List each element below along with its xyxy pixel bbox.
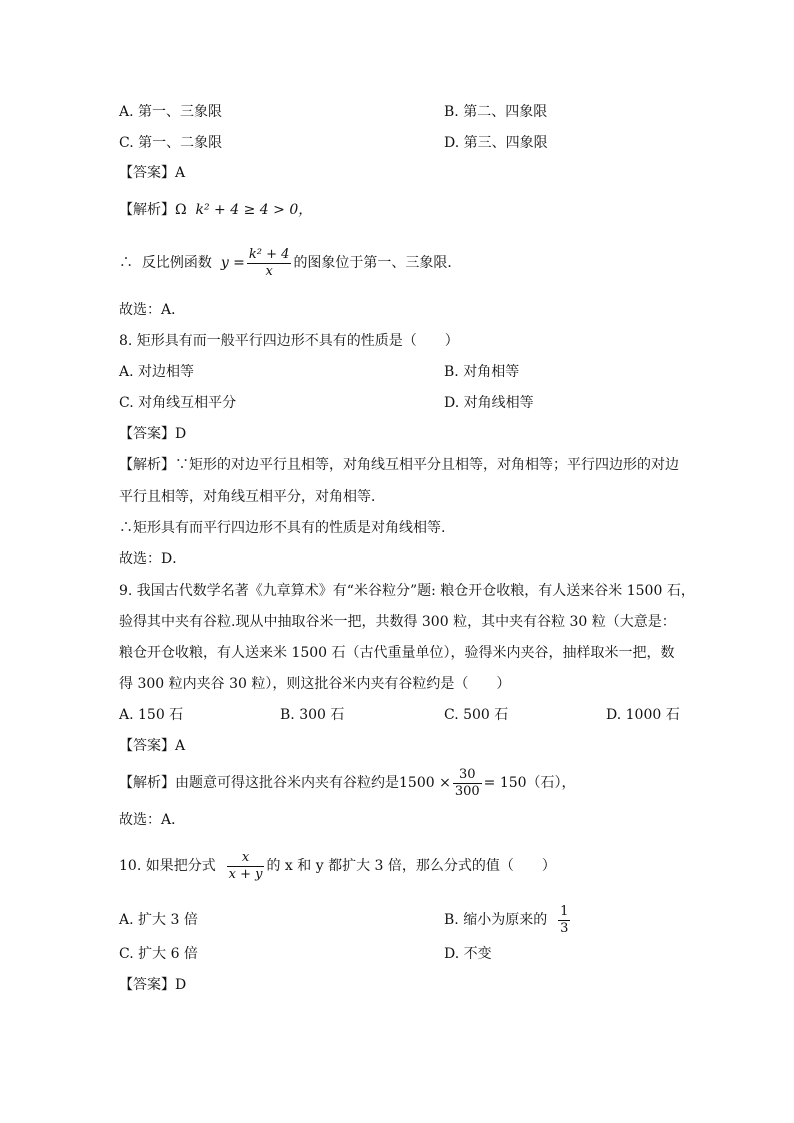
q7-option-d: D. 第三、四象限 [444, 135, 548, 151]
stem-prefix: 10. 如果把分式 [119, 858, 216, 874]
fraction-k2-plus-4-over-x [247, 247, 292, 280]
q8-choose: 故选：D． [119, 551, 187, 567]
conclusion-prefix: 反比例函数 [141, 255, 212, 271]
fraction-one-third [558, 904, 570, 937]
q9-stem-line2: 验得其中夹有谷粒.现从中抽取谷米一把，共数得 300 粒，其中夹有谷粒 30 粒（大意是： [119, 614, 676, 630]
q7-option-b: B. 第二、四象限 [444, 104, 548, 120]
q8-option-c: C. 对角线互相平分 [119, 395, 237, 411]
q8-stem: 8. 矩形具有而一般平行四边形不具有的性质是（ ） [119, 333, 459, 349]
q7-option-a: A. 第一、三象限 [119, 104, 223, 120]
fraction-denominator: x + y [228, 866, 263, 882]
q9-option-d: D. 1000 石 [606, 707, 680, 723]
conclusion-suffix: 的图象位于第一、三象限． [293, 255, 462, 271]
calc-result: = 150 [483, 775, 527, 791]
option-b-text: B. 缩小为原来的 [444, 912, 548, 928]
omega-symbol: Ω [175, 202, 187, 218]
q8-analysis-line2: 平行且相等，对角线互相平分，对角相等． [119, 489, 385, 505]
fraction-numerator: x [227, 850, 265, 867]
q9-stem-line4: 得 300 粒内夹谷 30 粒），则这批谷米内夹有谷粒约是（ ） [119, 676, 511, 692]
fraction-numerator: 1 [560, 903, 569, 919]
q10-option-d: D. 不变 [444, 946, 492, 962]
q10-answer: 【答案】D [119, 977, 187, 993]
fraction-30-over-300 [453, 767, 482, 800]
q9-option-c: C. 500 石 [444, 707, 509, 723]
fraction-x-over-x-plus-y [227, 850, 265, 883]
q10-option-b [444, 900, 572, 940]
stem-suffix: 的 x 和 y 都扩大 3 倍，那么分式的值（ ） [266, 858, 556, 874]
analysis-expression: k² + 4 ≥ 4 > 0， [195, 202, 313, 218]
q7-answer: 【答案】A [119, 165, 186, 181]
q9-option-b: B. 300 石 [280, 707, 345, 723]
y-equals: y = [220, 255, 245, 271]
calc-1500-times: 1500 × [399, 775, 451, 791]
analysis-label: 【解析】 [119, 202, 175, 218]
q10-option-c: C. 扩大 6 倍 [119, 946, 198, 962]
q9-stem-line1: 9. 我国古代数学名著《九章算术》有“米谷粒分”题: 粮仓开仓收粮，有人送来谷米 1500 石， [119, 583, 695, 599]
fraction-denominator: x [265, 263, 273, 279]
fraction-denominator: 3 [560, 920, 569, 936]
q8-option-b: B. 对角相等 [444, 364, 520, 380]
q7-analysis [119, 200, 312, 220]
q9-analysis [119, 763, 576, 803]
q9-choose: 故选：A． [119, 812, 186, 828]
q10-stem [119, 846, 556, 886]
q8-answer: 【答案】D [119, 426, 187, 442]
q8-option-a: A. 对边相等 [119, 364, 195, 380]
therefore-symbol: ∴ [119, 255, 133, 271]
analysis-text: 【解析】由题意可得这批谷米内夹有谷粒约是 [119, 775, 399, 791]
q9-stem-line3: 粮仓开仓收粮，有人送来米 1500 石（古代重量单位），验得米内夹谷，抽样取米一把，数 [119, 645, 675, 661]
fraction-numerator: 30 [453, 767, 482, 784]
analysis-unit: （石）， [526, 775, 576, 791]
fraction-numerator: k² + 4 [248, 246, 290, 262]
q7-conclusion [119, 243, 461, 283]
q8-option-d: D. 对角线相等 [444, 395, 534, 411]
q7-choose: 故选：A． [119, 302, 186, 318]
q7-option-c: C. 第一、二象限 [119, 135, 223, 151]
q10-option-a: A. 扩大 3 倍 [119, 912, 198, 928]
q8-analysis-line1: 【解析】∵矩形的对边平行且相等，对角线互相平分且相等，对角相等；平行四边形的对边 [119, 457, 679, 473]
q9-option-a: A. 150 石 [119, 707, 184, 723]
q9-answer: 【答案】A [119, 738, 186, 754]
fraction-denominator: 300 [454, 783, 480, 799]
q8-analysis-line3: ∴矩形具有而平行四边形不具有的性质是对角线相等. [119, 520, 446, 536]
